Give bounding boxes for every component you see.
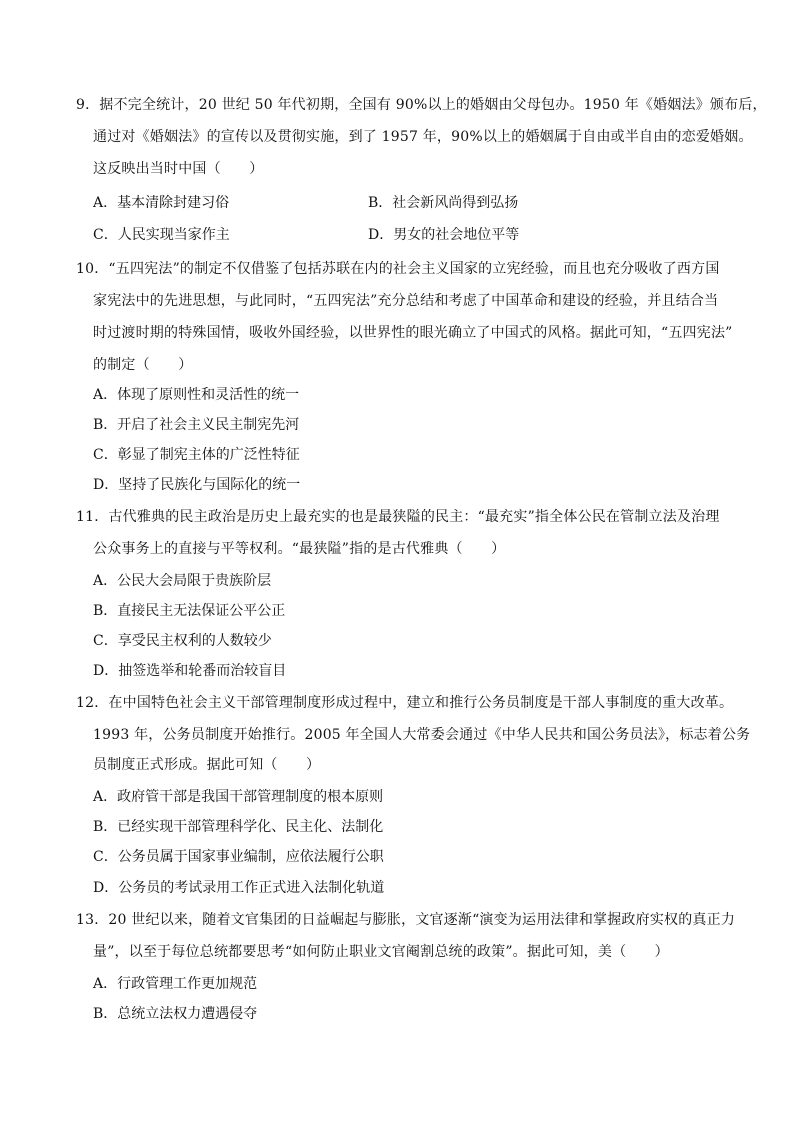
question-text-line: 公众事务上的直接与平等权利。“最狭隘”指的是古代雅典（ ） (93, 541, 506, 557)
question-text-line: 家宪法中的先进思想，与此同时，“五四宪法”充分总结和考虑了中国革命和建设的经验，并且结合当 (93, 293, 719, 309)
question-text-line: 1993 年，公务员制度开始推行。2005 年全国人大常委会通过《中华人民共和国公务员法》，标志着公务 (93, 727, 751, 743)
option-c: C．人民实现当家作主 (93, 227, 230, 243)
option-a: A．行政管理工作更加规范 (93, 976, 258, 992)
question-text-line: 11．古代雅典的民主政治是历史上最充实的也是最狭隘的民主：“最充实”指全体公民在管制立法及治理 (76, 509, 720, 525)
option-b: B．社会新风尚得到弘扬 (368, 195, 519, 211)
option-c: C．享受民主权利的人数较少 (93, 633, 272, 649)
option-d: D．公务员的考试录用工作正式进入法制化轨道 (93, 880, 385, 896)
question-text-line: 时过渡时期的特殊国情，吸收外国经验，以世界性的眼光确立了中国式的风格。据此可知，“五四宪法” (93, 325, 733, 341)
question-text-line: 这反映出当时中国（ ） (93, 161, 264, 177)
option-b: B．已经实现干部管理科学化、民主化、法制化 (93, 819, 384, 835)
option-b: B．总统立法权力遭遇侵夺 (93, 1006, 258, 1022)
option-a: A．基本清除封建习俗 (93, 195, 230, 211)
question-text-line: 12．在中国特色社会主义干部管理制度形成过程中，建立和推行公务员制度是干部人事制度的重大改革。 (76, 695, 734, 711)
option-c: C．彰显了制宪主体的广泛性特征 (93, 447, 300, 463)
option-d: D．抽签选举和轮番而治较盲目 (93, 663, 287, 679)
question-text-line: 9．据不完全统计，20 世纪 50 年代初期，全国有 90%以上的婚姻由父母包办。1950 年《婚姻法》颁布后， (76, 97, 767, 113)
option-c: C．公务员属于国家事业编制，应依法履行公职 (93, 849, 384, 865)
option-b: B．直接民主无法保证公平公正 (93, 603, 286, 619)
option-d: D．男女的社会地位平等 (368, 227, 520, 243)
option-a: A．政府管干部是我国干部管理制度的根本原则 (93, 789, 384, 805)
question-text-line: 10．“五四宪法”的制定不仅借鉴了包括苏联在内的社会主义国家的立宪经验，而且也充分吸收了西方国 (76, 261, 720, 277)
question-text-line: 13．20 世纪以来，随着文官集团的日益崛起与膨胀，文官逐渐“演变为运用法律和掌握政府实权的真正力 (76, 912, 736, 928)
question-text-line: 量”，以至于每位总统都要思考“如何防止职业文官阉割总统的政策”。据此可知，美（ ） (93, 944, 669, 960)
question-text-line: 员制度正式形成。据此可知（ ） (93, 757, 321, 773)
option-a: A．体现了原则性和灵活性的统一 (93, 387, 300, 403)
option-a: A．公民大会局限于贵族阶层 (93, 573, 272, 589)
question-text-line: 通过对《婚姻法》的宣传以及贯彻实施，到了 1957 年，90%以上的婚姻属于自由或半自由的恋爱婚姻。 (93, 129, 753, 145)
option-d: D．坚持了民族化与国际化的统一 (93, 477, 301, 493)
question-text-line: 的制定（ ） (93, 357, 193, 373)
option-b: B．开启了社会主义民主制宪先河 (93, 417, 300, 433)
